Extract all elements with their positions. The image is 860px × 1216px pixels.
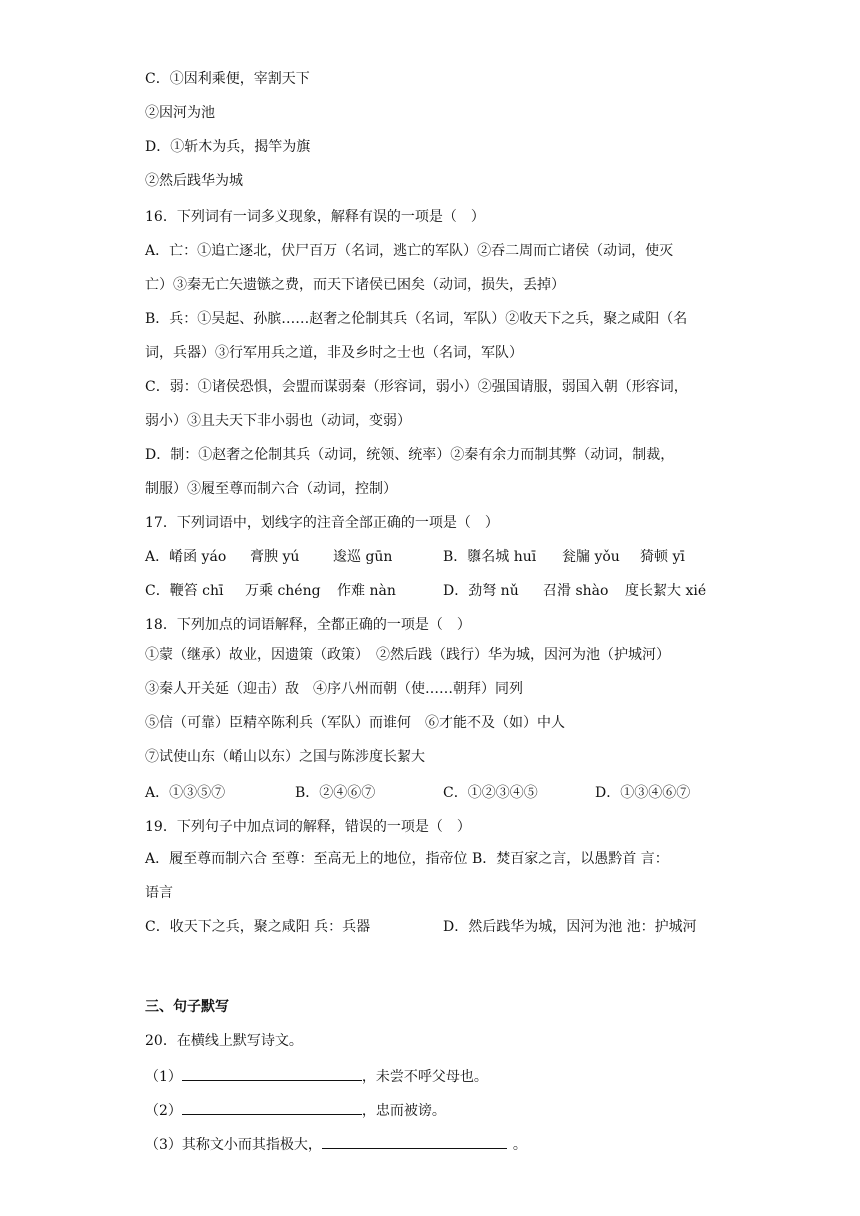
q17-stem: 17．下列词语中，划线字的注音全部正确的一项是（ ）	[145, 515, 499, 531]
q17-option-b-word2: 瓮牖 yǒu	[562, 549, 620, 565]
section-heading: 三、句子默写	[145, 999, 229, 1015]
q17-option-d: D．劲弩 nǔ	[443, 583, 519, 599]
q17-option-b: B．隳名城 huī	[443, 549, 537, 565]
q20-item-2-number: （2）	[145, 1103, 182, 1119]
q20-item-3-end: 。	[512, 1137, 527, 1153]
q20-item-1-number: （1）	[145, 1069, 182, 1085]
q15-option-c-line2: ②因河为池	[145, 105, 215, 121]
q17-option-a-word3: 逡巡 gūn	[333, 549, 393, 565]
answer-blank-2[interactable]	[182, 1099, 362, 1115]
q20-item-3	[145, 1133, 527, 1155]
q19-option-ab-line2: 语言	[145, 885, 173, 901]
q16-option-b-line2: 词，兵器）③行军用兵之道，非及乡时之士也（名词，军队）	[145, 345, 523, 361]
q16-option-a-line1: A．亡：①追亡逐北，伏尸百万（名词，逃亡的军队）②吞二周而亡诸侯（动词，使灭	[145, 243, 674, 259]
q18-option-d: D．①③④⑥⑦	[595, 785, 691, 801]
q17-option-d-word3: 度长絜大 xié	[625, 583, 707, 599]
q17-option-d-word2: 召滑 shào	[543, 583, 609, 599]
answer-blank-3[interactable]	[322, 1133, 507, 1149]
q16-option-b-line1: B．兵：①吴起、孙膑……赵奢之伦制其兵（名词，军队）②收天下之兵，聚之咸阳（名	[145, 311, 688, 327]
q17-option-c: C．鞭笞 chī	[145, 583, 224, 599]
q18-option-b: B．②④⑥⑦	[295, 785, 376, 801]
q19-option-ab-line1: A．履至尊而制六合 至尊：至高无上的地位，指帝位 B．焚百家之言，以愚黔首 言：	[145, 851, 669, 867]
q17-option-a-word2: 膏腴 yú	[250, 549, 300, 565]
q17-option-a: A．崤函 yáo	[145, 549, 227, 565]
q15-option-c-line1: C．①因利乘便，宰割天下	[145, 71, 310, 87]
q18-item-line4: ⑦试使山东（崤山以东）之国与陈涉度长絜大	[145, 749, 425, 765]
q17-option-c-word2: 万乘 chéng	[245, 583, 321, 599]
answer-blank-1[interactable]	[182, 1065, 362, 1081]
q18-option-a: A．①③⑤⑦	[145, 785, 226, 801]
q20-item-1	[145, 1065, 488, 1087]
q16-option-d-line1: D．制：①赵奢之伦制其兵（动词，统领、统率）②秦有余力而制其弊（动词，制裁，	[145, 447, 675, 463]
q17-option-b-word3: 猗顿 yī	[640, 549, 685, 565]
q20-stem: 20．在横线上默写诗文。	[145, 1033, 303, 1049]
q20-item-1-text: ，未尝不呼父母也。	[361, 1069, 488, 1085]
q17-option-c-word3: 作难 nàn	[337, 583, 396, 599]
q19-option-c: C．收天下之兵，聚之咸阳 兵：兵器	[145, 919, 371, 935]
q16-option-c-line1: C．弱：①诸侯恐惧，会盟而谋弱秦（形容词，弱小）②强国请服，弱国入朝（形容词，	[145, 379, 688, 395]
q18-item-line3: ⑤信（可靠）臣精卒陈利兵（军队）而谁何 ⑥才能不及（如）中人	[145, 715, 565, 731]
q16-option-c-line2: 弱小）③且夫天下非小弱也（动词，变弱）	[145, 413, 411, 429]
q18-item-line1: ①蒙（继承）故业，因遗策（政策） ②然后践（践行）华为城，因河为池（护城河）	[145, 647, 670, 663]
q16-option-a-line2: 亡）③秦无亡矢遗镞之费，而天下诸侯已困矣（动词，损失，丢掉）	[145, 277, 565, 293]
q19-option-d: D．然后践华为城，因河为池 池：护城河	[443, 919, 697, 935]
q15-option-d-line2: ②然后践华为城	[145, 173, 243, 189]
q15-option-d-line1: D．①斩木为兵，揭竿为旗	[145, 139, 311, 155]
q19-stem: 19．下列句子中加点词的解释，错误的一项是（ ）	[145, 819, 471, 835]
q18-option-c: C．①②③④⑤	[443, 785, 538, 801]
q16-stem: 16．下列词有一词多义现象，解释有误的一项是（ ）	[145, 209, 485, 225]
q18-stem: 18．下列加点的词语解释，全都正确的一项是（ ）	[145, 617, 471, 633]
q20-item-3-text: （3）其称文小而其指极大，	[145, 1137, 322, 1153]
q18-item-line2: ③秦人开关延（迎击）敌 ④序八州而朝（使……朝拜）同列	[145, 681, 523, 697]
q20-item-2-text: ，忠而被谤。	[361, 1103, 446, 1119]
q16-option-d-line2: 制服）③履至尊而制六合（动词，控制）	[145, 481, 397, 497]
q20-item-2	[145, 1099, 446, 1121]
